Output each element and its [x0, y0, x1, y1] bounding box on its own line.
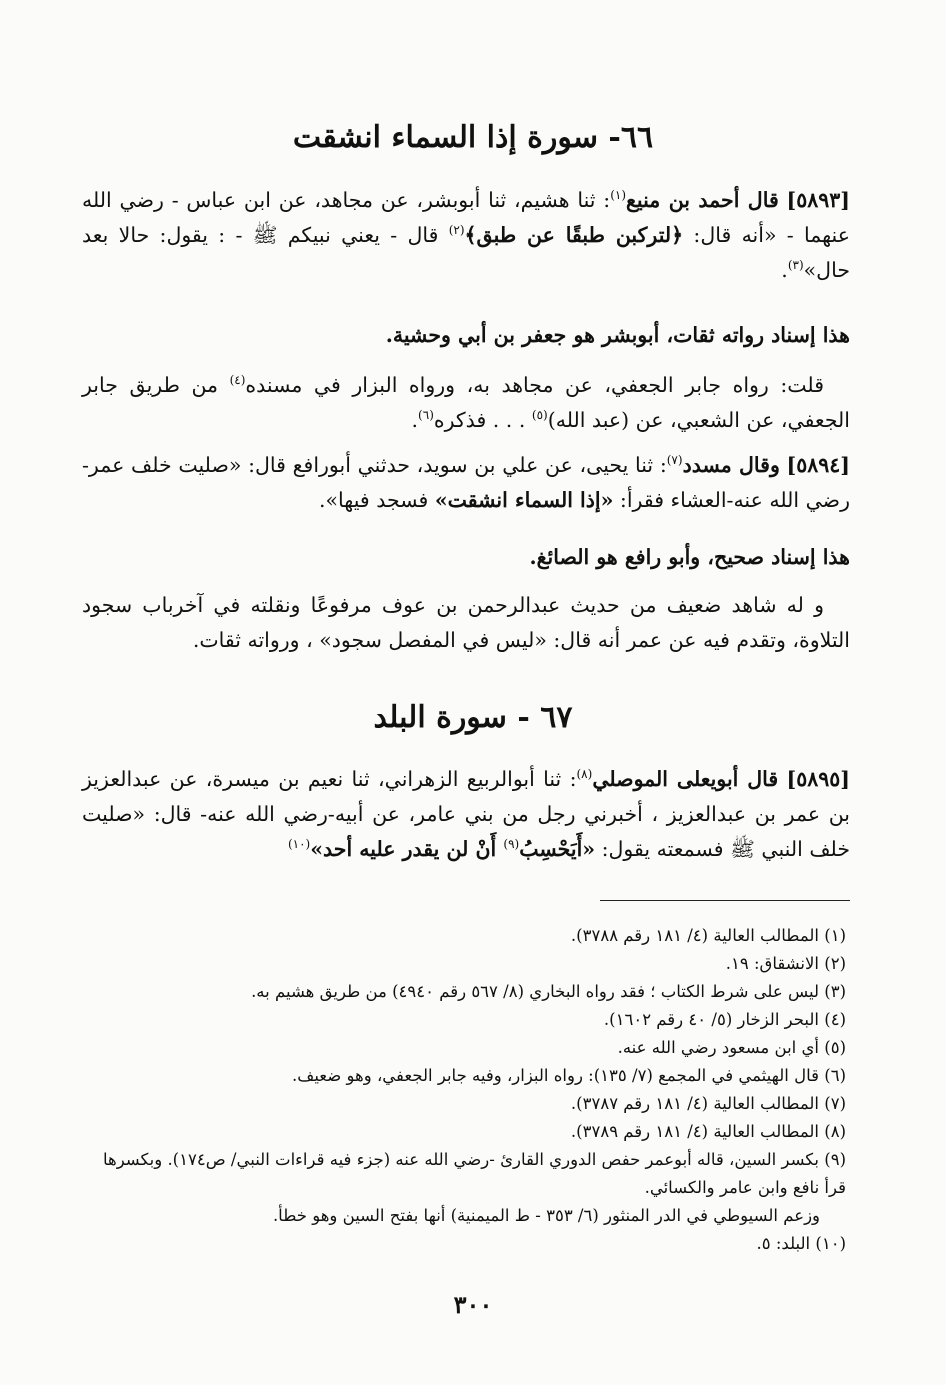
quran-quote: «إذا السماء انشقت» — [434, 488, 614, 512]
surah-67-heading: ٦٧ - سورة البلد — [373, 700, 573, 735]
commentary-qult — [82, 368, 850, 438]
footnote-ref: (٣) — [787, 258, 804, 273]
supporting-narration: و له شاهد ضعيف من حديث عبدالرحمن بن عوف مرفوعًا ونقلته في آخرباب سجود التلاوة، وتقدم فيه عن عمر أنه قال: «ليس في المفصل سجود» ، ورواته ثقات. — [82, 593, 850, 652]
grading-5893: هذا إسناد رواته ثقات، أبوبشر هو جعفر بن أبي وحشية. — [385, 323, 850, 347]
footnote-ref: (٥) — [531, 408, 548, 423]
hadith-5895 — [82, 762, 850, 867]
hadith-5894 — [82, 448, 850, 518]
footnote-item: (٤) البحر الزخار (٥/ ٤٠ رقم ١٦٠٢). — [603, 1010, 846, 1029]
footnote-continuation: وزعم السيوطي في الدر المنثور (٦/ ٣٥٣ - ط الميمنية) أنها بفتح السين وهو خطأ. — [272, 1206, 820, 1225]
hadith-text: قال - يعني نبيكم ﷺ - : يقول: حالا بعد حال» — [82, 223, 850, 282]
commentary-text: . — [411, 408, 419, 432]
narrator-lead: وقال مسدد — [682, 453, 780, 477]
footnote-ref: (٨) — [576, 767, 593, 782]
hadith-text: . — [781, 258, 788, 282]
footnote-ref: (٢) — [448, 223, 465, 238]
hadith-text: : ثنا هشيم، ثنا أبوبشر، عن مجاهد، عن ابن عباس - رضي الله عنهما - «أنه قال: — [82, 188, 850, 247]
hadith-number: [٥٨٩٣] — [786, 188, 850, 212]
footnote-divider — [600, 900, 850, 901]
hadith-text: فسجد فيها». — [318, 488, 435, 512]
footnote-item: (٦) قال الهيثمي في المجمع (٧/ ١٣٥): رواه البزار، وفيه جابر الجعفي، وهو ضعيف. — [292, 1066, 846, 1085]
grading-5894: هذا إسناد صحيح، وأبو رافع هو الصائغ. — [529, 545, 850, 569]
footnote-item: (٧) المطالب العالية (٤/ ١٨١ رقم ٣٧٨٧). — [570, 1094, 846, 1113]
footnote-ref: (١) — [610, 188, 627, 203]
hadith-5893 — [82, 183, 850, 288]
hadith-text: : ثنا أبوالربيع الزهراني، ثنا نعيم بن ميسرة، عن عبدالعزيز بن عمر بن عبدالعزيز ، أخبرني رجل من بني عامر، عن أبيه-رضي الله عنه- قال: «صليت خلف النبي ﷺ فسمعته يقول: — [82, 767, 850, 861]
footnote-ref: (٦) — [418, 408, 434, 423]
surah-66-heading: ٦٦- سورة إذا السماء انشقت — [292, 120, 654, 155]
footnote-ref: (٩) — [503, 837, 520, 852]
footnote-ref: (٧) — [666, 453, 683, 468]
commentary-text: من طريق جابر الجعفي، عن الشعبي، عن (عبد الله) — [82, 373, 850, 432]
narrator-lead: قال أبويعلى الموصلي — [592, 767, 779, 791]
narrator-lead: قال أحمد بن منيع — [626, 188, 779, 212]
footnote-item: (٨) المطالب العالية (٤/ ١٨١ رقم ٣٧٨٩). — [570, 1122, 846, 1141]
footnotes-list — [86, 922, 846, 1258]
footnote-item: (٩) بكسر السين، قاله أبوعمر حفص الدوري القارئ -رضي الله عنه (جزء فيه قراءات النبي/ ص١٧٤). وبكسرها قرأ نافع وابن عامر والكسائي. — [102, 1150, 846, 1197]
quran-quote: أَنْ لن يقدر عليه أحد» — [310, 837, 504, 861]
footnote-item: (٣) ليس على شرط الكتاب ؛ فقد رواه البخاري (٨/ ٥٦٧ رقم ٤٩٤٠) من طريق هشيم به. — [251, 982, 846, 1001]
footnote-ref: (٤) — [229, 373, 246, 388]
hadith-number: [٥٨٩٤] — [786, 453, 850, 477]
footnote-item: (١) المطالب العالية (٤/ ١٨١ رقم ٣٧٨٨). — [570, 926, 846, 945]
commentary-text: قلت: رواه جابر الجعفي، عن مجاهد به، ورواه البزار في مسنده — [245, 373, 824, 397]
footnote-ref: (١٠) — [287, 837, 311, 852]
commentary-text: . . . فذكره — [433, 408, 532, 432]
hadith-number: [٥٨٩٥] — [786, 767, 850, 791]
quran-quote: «أَيَحْسِبُ — [519, 837, 596, 861]
hadith-text: : ثنا يحيى، عن علي بن سويد، حدثني أبورافع قال: «صليت خلف عمر-رضي الله عنه-العشاء فقرأ: — [82, 453, 850, 512]
page-number: ٣٠٠ — [453, 1290, 493, 1319]
footnote-item: (٢) الانشقاق: ١٩. — [725, 954, 846, 973]
footnote-item: (٥) أي ابن مسعود رضي الله عنه. — [617, 1038, 846, 1057]
quran-quote: ﴿لتركبن طبقًا عن طبق﴾ — [464, 223, 684, 247]
footnote-item: (١٠) البلد: ٥. — [756, 1234, 846, 1253]
